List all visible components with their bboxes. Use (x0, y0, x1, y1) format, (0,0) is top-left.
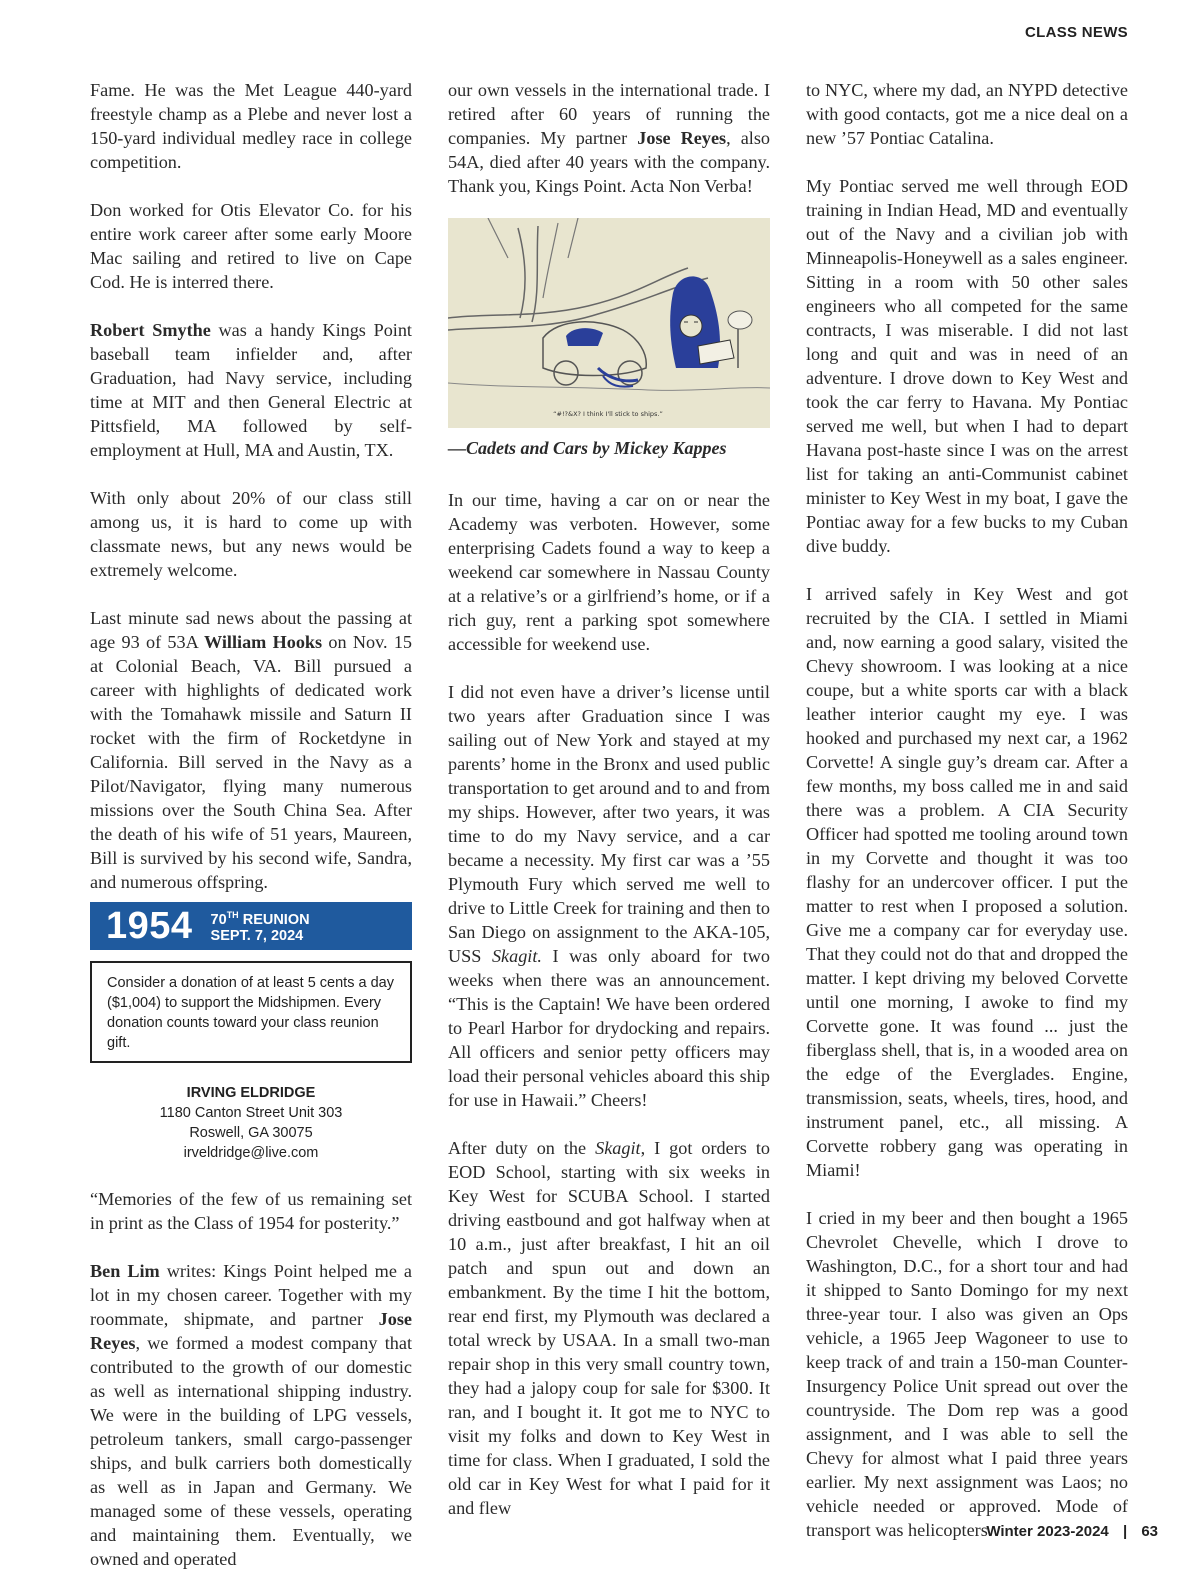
cartoon-illustration (448, 218, 770, 428)
contact-email[interactable]: irveldridge@live.com (183, 1145, 319, 1161)
ship-name: Skagit (595, 1138, 641, 1158)
class-contact (90, 1083, 412, 1163)
person-name: Robert Smythe (90, 320, 211, 340)
paragraph-text: I was only aboard for two weeks when there was an announcement. “This is the Captain! We have been ordered to Pearl Harbor for drydocking and repairs. All officers and senior petty officers may load their personal vehicles aboard this ship for use in Hawaii.” Cheers! (448, 946, 770, 1110)
column-2 (448, 78, 770, 1520)
paragraph-text: on Nov. 15 at Colonial Beach, VA. Bill pursued a career with highlights of dedicated work with the Tomahawk missile and Saturn II rocket with the firm of Rocketdyne in California. Bill served in the Navy as a Pilot/Navigator, flying many numerous missions over the South China Sea. After the death of his wife of 51 years, Maureen, Bill is survived by his second wife, Sandra, and numerous offspring. (90, 632, 413, 892)
paragraph: Don worked for Otis Elevator Co. for his entire work career after some early Moore Mac sailing and retired to live on Cape Cod. He is interred there. (90, 200, 412, 292)
paragraph: I cried in my beer and then bought a 1965 Chevrolet Chevelle, which I drove to Washington, D.C., for a short tour and had it shipped to Santo Domingo for my next three-year tour. I also was given an Ops vehicle, a 1965 Jeep Wagoneer to use to keep track of and train a 150-man Counter-Insurgency Police Unit spread out over the countryside. The Dom rep was a good assignment, and I was able to sell the Chevy for almost what I paid three years earlier. My next assignment was Laos; no vehicle needed or approved. Mode of transport was helicopters. (806, 1208, 1128, 1540)
donation-box: Consider a donation of at least 5 cents a day ($1,004) to support the Midshipmen. Every donation counts toward your class reunion gift. (90, 961, 412, 1063)
person-name: Jose Reyes (90, 1309, 412, 1353)
person-name: Jose Reyes (637, 128, 727, 148)
cartoon-drawing (448, 218, 770, 428)
reunion-banner (90, 902, 412, 950)
paragraph (90, 1259, 412, 1571)
paragraph-text: , also 54A, died after 40 years with the company. Thank you, Kings Point. Acta Non Verba! (448, 128, 770, 196)
paragraph (90, 318, 412, 462)
paragraph-text: Last minute sad news about the passing at age 93 of 53A (90, 608, 412, 652)
paragraph-text: I did not even have a driver’s license until two years after Graduation since I was sailing out of New York and stayed at my parents’ home in the Bronx and used public transportation to get around and to and from my ships. However, after two years, it was time to do my Navy service, and a car became a necessity. My first car was a ’55 Plymouth Fury which served me well to drive to Little Creek for training and then to San Diego on assignment to the AKA-105, USS (448, 682, 770, 966)
ship-name: Skagit. (491, 946, 542, 966)
ordinal-suffix: TH (226, 909, 239, 920)
paragraph: I arrived safely in Key West and got recruited by the CIA. I settled in Miami and, now earning a good salary, visited the Chevy showroom. I was looking at a nice coupe, but a white sports car with a black leather interior caught my eye. I was hooked and purchased my next car, a 1962 Corvette! A single guy’s dream car. After a few months, my boss called me in and said there was a problem. A CIA Security Officer had spotted me tooling around town in my Corvette and thought it was too flashy for an undercover officer. I put the matter to rest when I proposed a solution. Give me a company car for everyday use. That they could not do that and dropped the matter. I kept driving my beloved Corvette until one morning, I awoke to find my Corvette gone. It was found ... just the fiberglass shell, that is, in a wooded area on the edge of the Everglades. Engine, transmission, seats, wheels, tires, hood, and instrument panel, etc., all missing. A Corvette robbery gang was operating in Miami! (806, 584, 1128, 1180)
paragraph (90, 606, 412, 894)
figure-caption: —Cadets and Cars by Mickey Kappes (448, 438, 727, 458)
footer-separator: | (1122, 1523, 1128, 1540)
paragraph: Fame. He was the Met League 440-yard freestyle champ as a Plebe and never lost a 150-yard individual medley race in college competition. (90, 80, 412, 172)
person-name: William Hooks (204, 632, 323, 652)
quote: “Memories of the few of us remaining set in print as the Class of 1954 for posterity.” (90, 1189, 412, 1233)
paragraph-text: After duty on the (448, 1138, 596, 1158)
reunion-title (211, 907, 310, 929)
paragraph-text: our own vessels in the international trade. I retired after 60 years of running the companies. My partner (448, 80, 770, 148)
cartoon-caption-text: “#!?&X? I think I'll stick to ships.” (553, 410, 663, 418)
person-name: Ben Lim (90, 1261, 160, 1281)
column-1 (90, 78, 412, 1571)
section-label: CLASS NEWS (1024, 24, 1128, 41)
paragraph: With only about 20% of our class still among us, it is hard to come up with classmate news, but any news would be extremely welcome. (90, 488, 412, 580)
paragraph: In our time, having a car on or near the Academy was verboten. However, some enterprising Cadets found a way to keep a weekend car somewhere in Nassau County at a relative’s or a girlfriend’s home, or if a rich guy, rent a parking spot somewhere accessible for weekend use. (448, 490, 770, 654)
contact-city: Roswell, GA 30075 (189, 1125, 313, 1141)
contact-street: 1180 Canton Street Unit 303 (159, 1105, 343, 1121)
paragraph-text: , I got orders to EOD School, starting with six weeks in Key West for SCUBA School. I started driving eastbound and got halfway when at 10 a.m., just after breakfast, I hit an oil patch and spun out and down an embankment. By the time I hit the bottom, rear end first, my Plymouth was declared a total wreck by USAA. In a small two-man repair shop in this very small country town, they had a jalopy coup for sale for $300. It ran, and I bought it. It got me to NYC to visit my folks and down to Key West in time for class. When I graduated, I sold the old car in Key West for what I paid for it and flew (448, 1138, 770, 1518)
contact-name: IRVING ELDRIDGE (186, 1085, 316, 1101)
page-footer (986, 1523, 1158, 1540)
paragraph (448, 1136, 770, 1520)
reunion-details (211, 907, 310, 946)
reunion-date: SEPT. 7, 2024 (210, 928, 304, 945)
paragraph-text: was a handy Kings Point baseball team infielder and, after Graduation, had Navy service, including time at MIT and then General Electric at Pittsfield, MA followed by self-employment at Hull, MA and Austin, TX. (90, 320, 412, 460)
issue-label: Winter 2023-2024 (986, 1523, 1109, 1540)
page-number: 63 (1141, 1523, 1158, 1540)
paragraph-text: writes: Kings Point helped me a lot in my chosen career. Together with my roommate, shipmate, and partner (90, 1261, 412, 1329)
paragraph-text: , we formed a modest company that contributed to the growth of our domestic as well as international shipping industry. We were in the building of LPG vessels, petroleum tankers, small cargo-passenger ships, and bulk carriers both domestically as well as in Japan and Germany. We managed some of these vessels, operating and maintaining them. Eventually, we owned and operated (90, 1333, 412, 1569)
paragraph (448, 78, 770, 198)
reunion-word: REUNION (238, 911, 310, 928)
reunion-number: 70 (210, 911, 227, 928)
paragraph: to NYC, where my dad, an NYPD detective with good contacts, got me a nice deal on a new ’57 Pontiac Catalina. (806, 80, 1128, 148)
column-3 (806, 78, 1128, 1542)
paragraph: My Pontiac served me well through EOD training in Indian Head, MD and eventually out of the Navy and a civilian job with Minneapolis-Honeywell as a sales engineer. Sitting in a room with 50 other sales engineers who all competed for the same contracts, I was miserable. I did not last long and quit and was in need of an adventure. I drove down to Key West and took the car ferry to Havana. My Pontiac served me well, but when I had to depart Havana post-haste since I was on the arrest list for taking an anti-Communist cabinet minister to Key West in my boat, I gave the Pontiac away for a few bucks to my Cuban dive buddy. (806, 176, 1128, 556)
paragraph (448, 680, 770, 1112)
class-year: 1954 (106, 905, 193, 947)
